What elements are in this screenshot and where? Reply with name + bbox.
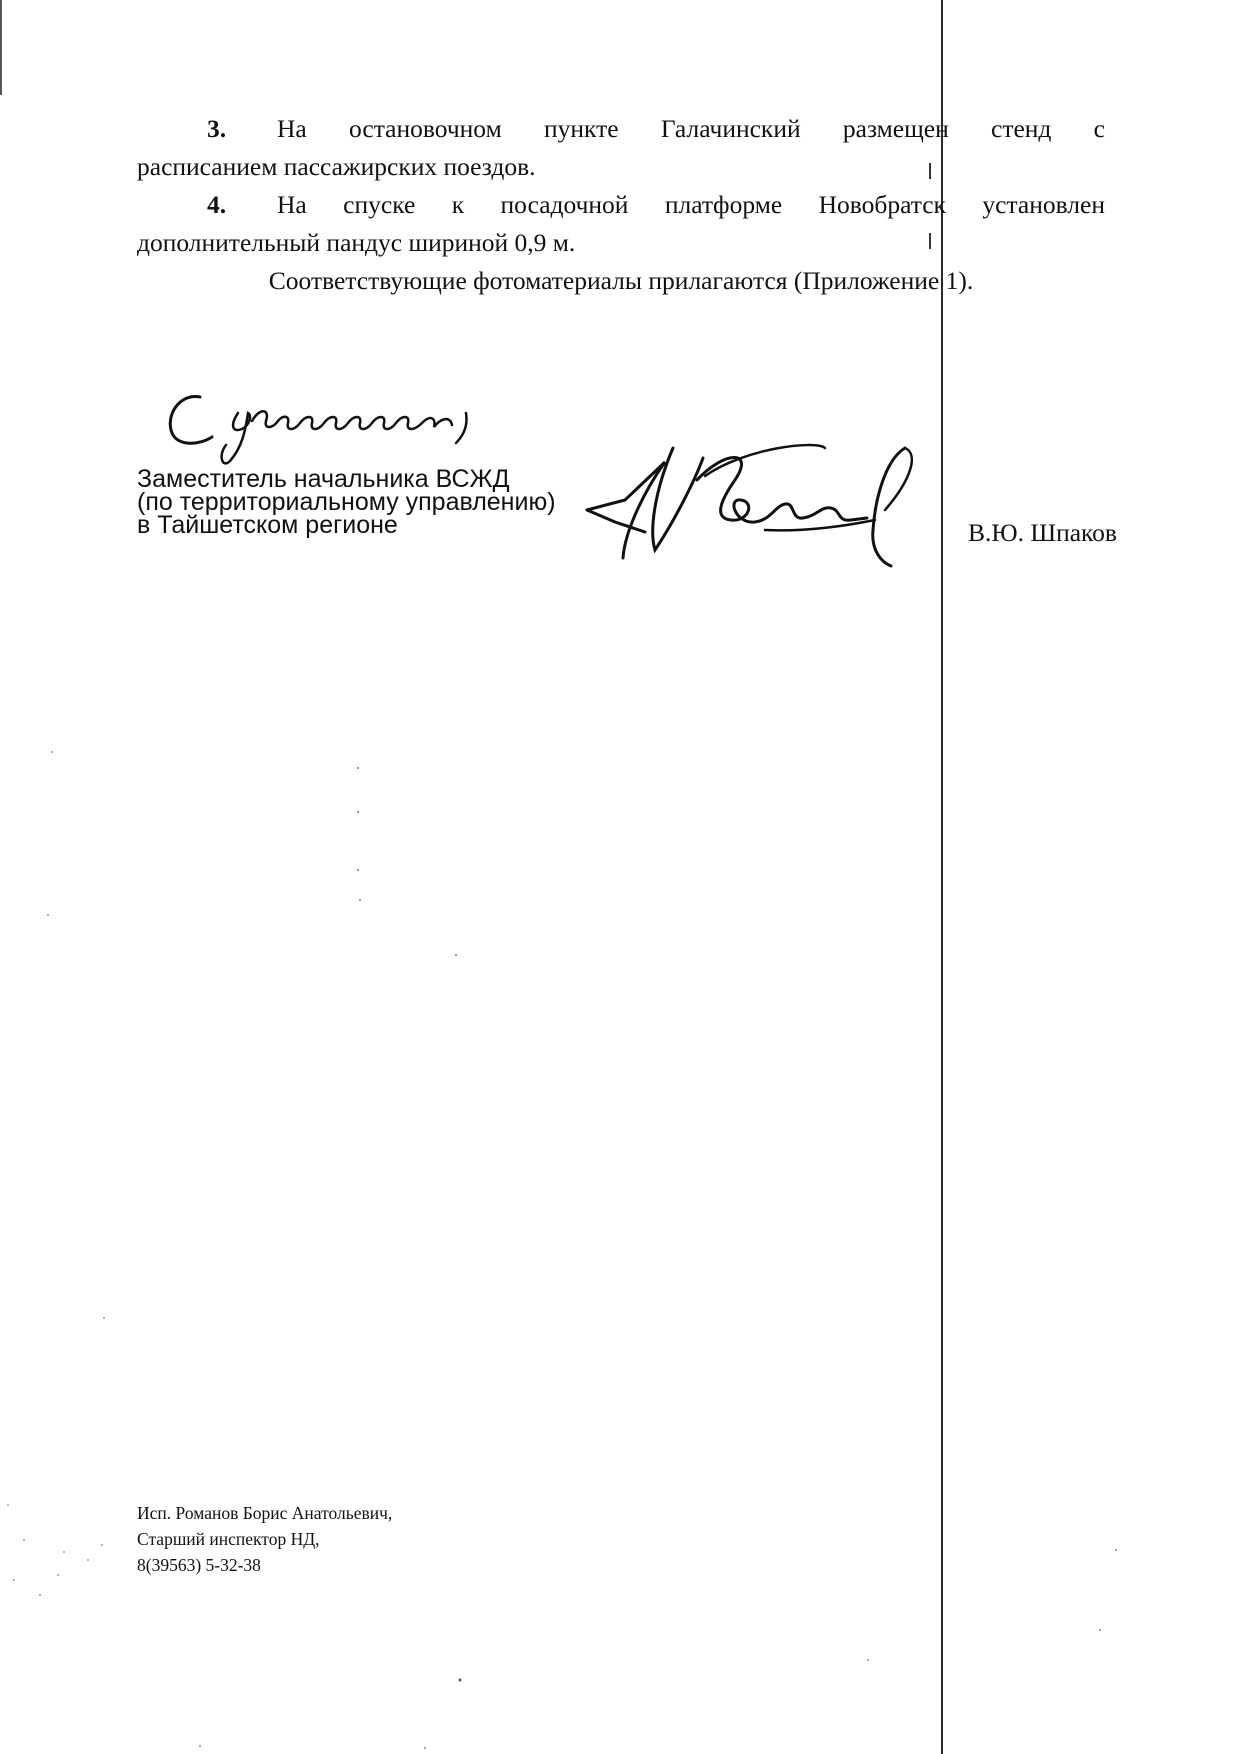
scan-edge-line-left bbox=[0, 0, 2, 95]
signer-title bbox=[137, 465, 556, 539]
item-4 bbox=[137, 186, 1105, 262]
item-4-number: 4. bbox=[207, 190, 227, 219]
executor-line2: Старший инспектор НД, bbox=[137, 1529, 320, 1549]
signer-title-line1: Заместитель начальника ВСЖД bbox=[137, 465, 510, 493]
item-3-number: 3. bbox=[207, 114, 227, 143]
item-3 bbox=[137, 110, 1105, 186]
item-4-line2: дополнительный пандус шириной 0,9 м. bbox=[137, 228, 576, 257]
photos-note: Соответствующие фотоматериалы прилагаются (Приложение 1). bbox=[268, 266, 974, 295]
signer-name: В.Ю. Шпаков bbox=[968, 518, 1117, 547]
item-3-line1: На остановочном пункте Галачинский размещен стенд с bbox=[277, 114, 1105, 143]
handwritten-closing bbox=[160, 385, 540, 465]
handwritten-signature bbox=[585, 440, 925, 570]
signer-title-line2: (по территориальному управлению) bbox=[137, 488, 556, 516]
executor-info bbox=[137, 1500, 392, 1578]
signer-title-line3: в Тайшетском регионе bbox=[137, 511, 398, 539]
executor-line3: 8(39563) 5-32-38 bbox=[137, 1555, 261, 1575]
item-3-line2: расписанием пассажирских поездов. bbox=[137, 152, 536, 181]
executor-line1: Исп. Романов Борис Анатольевич, bbox=[137, 1503, 393, 1523]
item-4-line1: На спуске к посадочной платформе Новобратск установлен bbox=[277, 190, 1105, 219]
